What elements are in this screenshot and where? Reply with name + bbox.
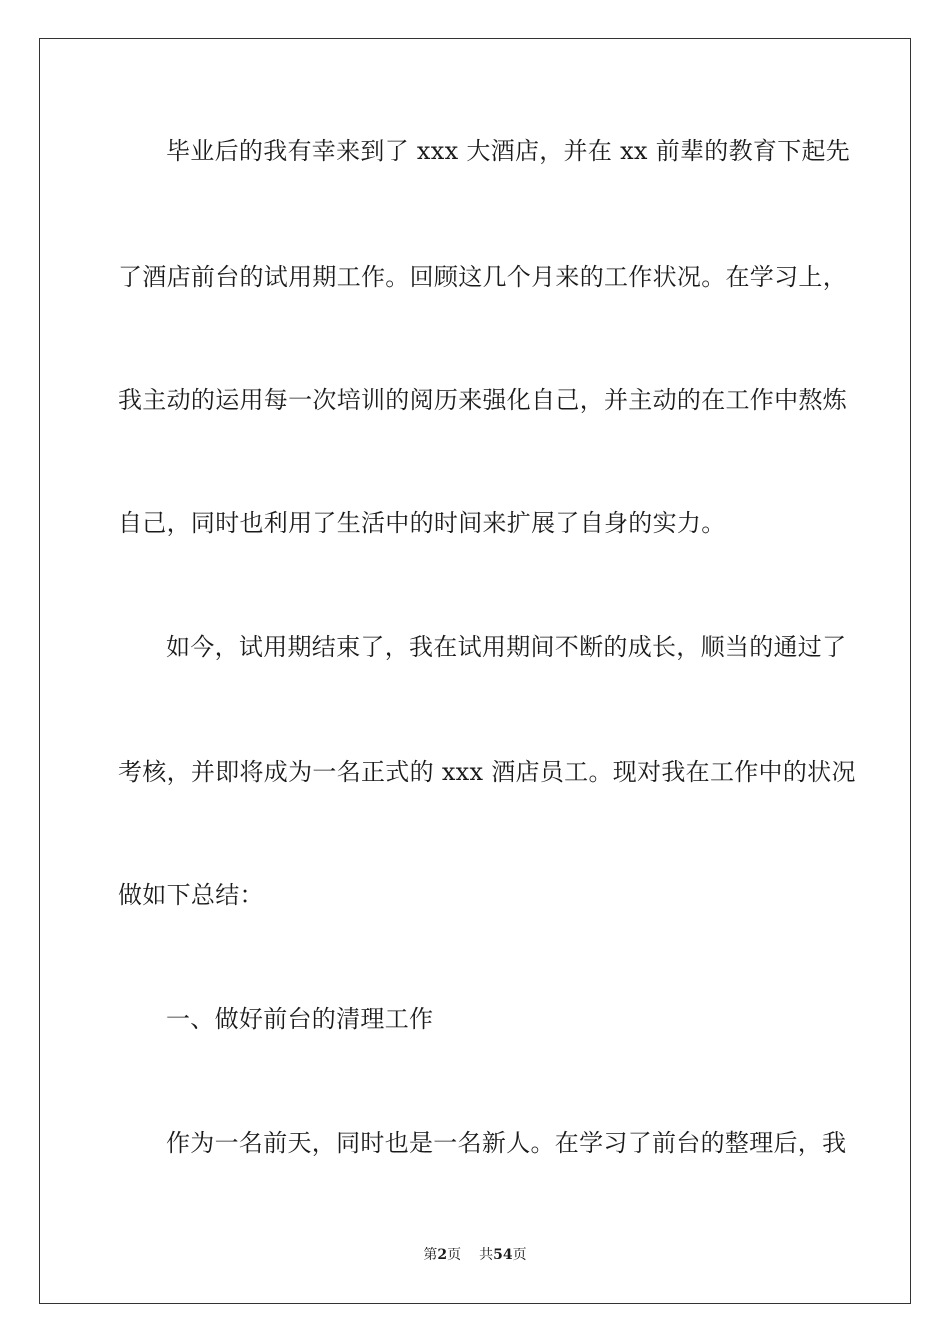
paragraph-2-line-3: 做如下总结： [118,881,264,909]
paragraph-1-line-4: 自己，同时也利用了生活中的时间来扩展了自身的实力。 [118,509,726,537]
page-suffix: 页 [447,1247,462,1263]
paragraph-1-line-1: 毕业后的我有幸来到了 xxx 大酒店，并在 xx 前辈的教育下起先 [166,137,851,165]
page-border [39,38,911,1304]
page-current: 2 [437,1247,448,1263]
paragraph-1-line-2: 了酒店前台的试用期工作。回顾这几个月来的工作状况。在学习上， [118,263,847,291]
page-total: 54 [493,1247,513,1263]
paragraph-2-line-2: 考核，并即将成为一名正式的 xxx 酒店员工。现对我在工作中的状况 [118,758,856,786]
paragraph-2-line-1: 如今，试用期结束了，我在试用期间不断的成长，顺当的通过了 [166,633,847,661]
total-suffix: 页 [512,1247,527,1263]
page-prefix: 第 [423,1247,438,1263]
paragraph-3-line-1: 作为一名前天，同时也是一名新人。在学习了前台的整理后，我 [166,1129,847,1157]
page-footer [0,1246,950,1264]
section-heading-1: 一、做好前台的清理工作 [166,1005,434,1033]
total-prefix: 共 [479,1247,494,1263]
paragraph-1-line-3: 我主动的运用每一次培训的阅历来强化自己，并主动的在工作中熬炼 [118,386,847,414]
